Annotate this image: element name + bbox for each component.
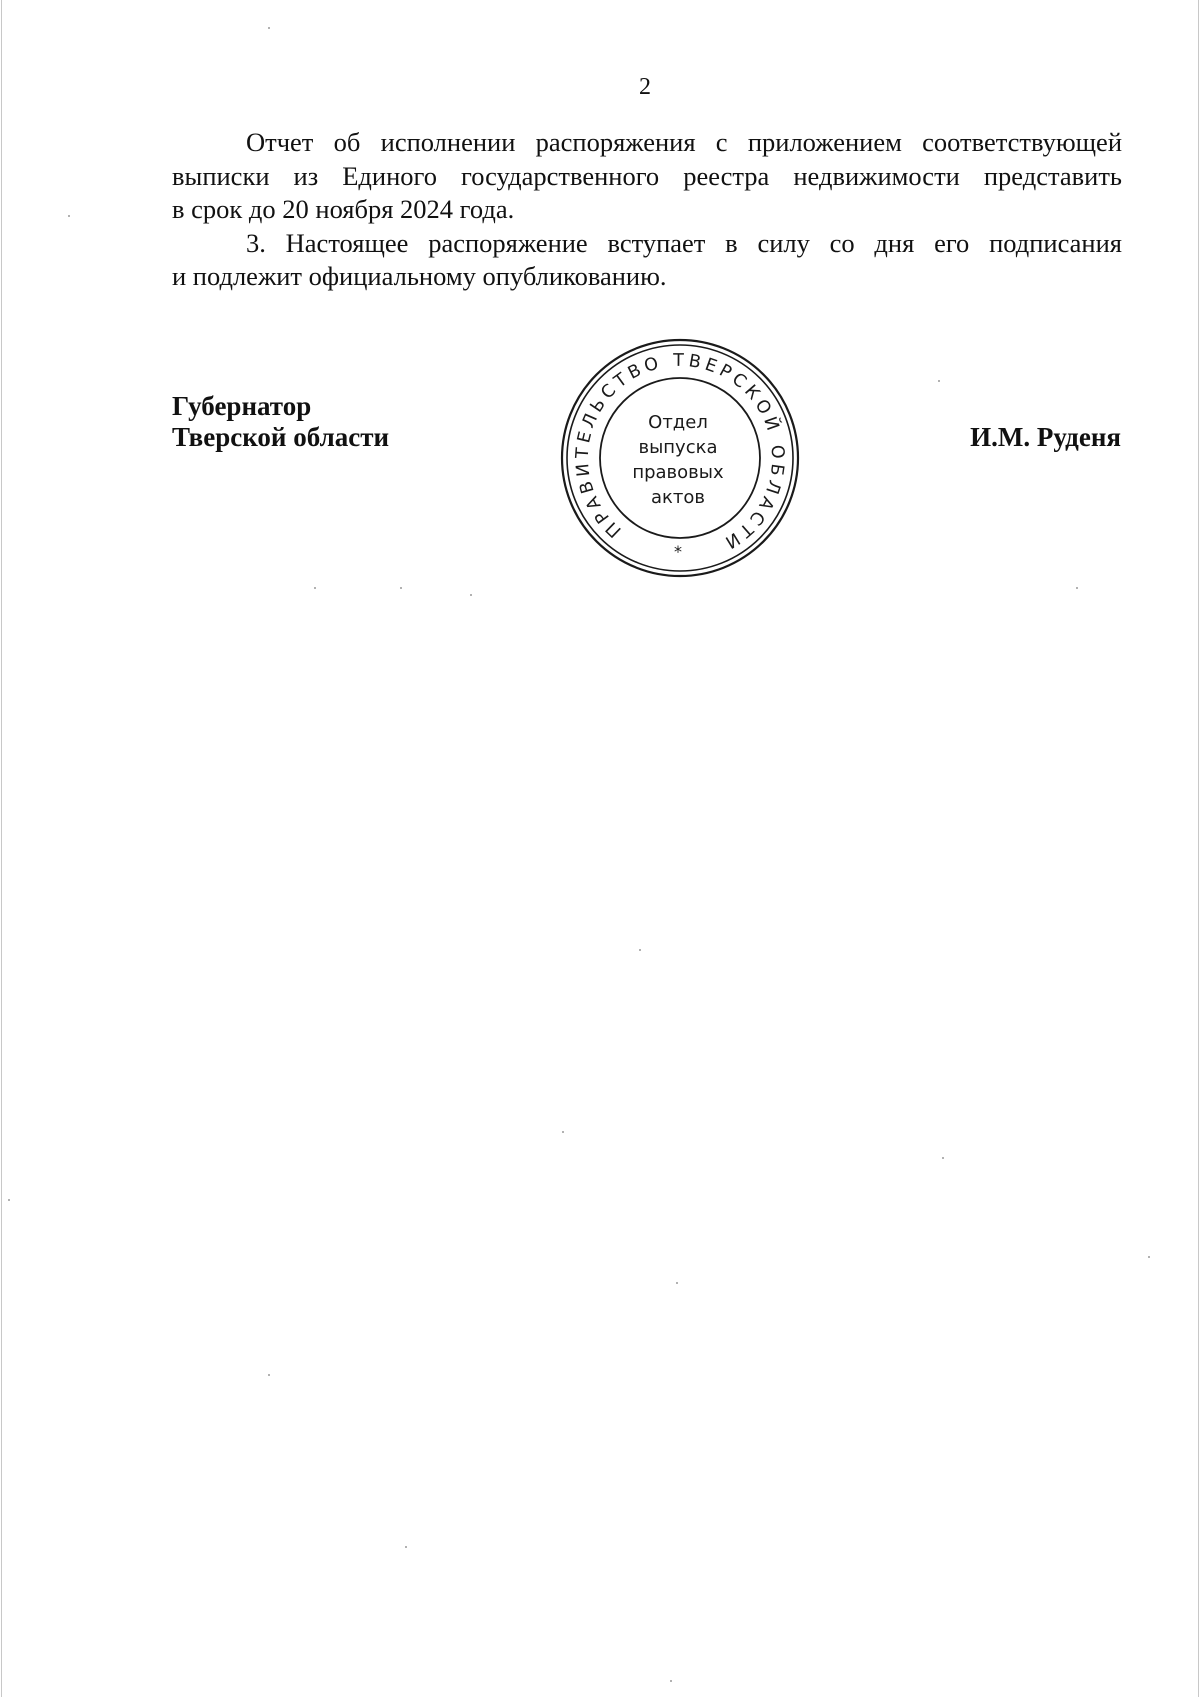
stamp-outer-ring: [562, 340, 798, 576]
paragraph-report: [172, 126, 1122, 227]
stamp-center-line-2: выпуска: [638, 437, 718, 458]
paragraph-line: в срок до 20 ноября 2024 года.: [172, 194, 515, 224]
scan-speck: [676, 1282, 678, 1284]
paragraph-line: 3. Настоящее распоряжение вступает в силу со дня его подписания: [246, 227, 1122, 258]
scan-speck: [405, 1546, 407, 1548]
signer-title: Губернатор: [172, 391, 312, 421]
paragraph-line: выписки из Единого государственного реестра недвижимости представить: [172, 160, 1122, 191]
scan-speck: [68, 215, 70, 217]
scan-speck: [562, 1131, 564, 1133]
scan-speck: [938, 380, 940, 382]
paragraph-line: Отчет об исполнении распоряжения с приложением соответствующей: [246, 127, 1122, 157]
scan-speck: [670, 1680, 672, 1682]
stamp-star: *: [674, 542, 682, 561]
signer-position: [172, 391, 389, 453]
stamp-ring-textpath: ПРАВИТЕЛЬСТВО ТВЕРСКОЙ ОБЛАСТИ: [572, 350, 788, 554]
page-number: 2: [639, 74, 651, 100]
scan-speck: [1148, 1256, 1150, 1258]
scan-speck: [268, 27, 270, 29]
scan-edge-right: [1198, 0, 1199, 1697]
stamp-center-line-4: актов: [650, 487, 706, 508]
scan-speck: [942, 1157, 944, 1159]
scan-speck: [314, 587, 316, 589]
stamp-seal-graphic: [560, 338, 800, 578]
signer-name: И.М. Руденя: [970, 422, 1121, 452]
scan-speck: [8, 1199, 10, 1201]
paragraph-line: и подлежит официальному опубликованию.: [172, 261, 667, 291]
scan-speck: [470, 594, 472, 596]
stamp-center-line-1: Отдел: [648, 412, 708, 433]
scan-speck: [400, 587, 402, 589]
stamp-center-line-3: правовых: [632, 462, 724, 483]
scan-speck: [1076, 587, 1078, 589]
signer-region: Тверской области: [172, 422, 390, 452]
document-body: [172, 126, 1122, 294]
scan-edge-left: [1, 0, 2, 1697]
scan-speck: [268, 1374, 270, 1376]
paragraph-item-3: [172, 227, 1122, 294]
stamp-inner-ring: [600, 378, 760, 538]
official-stamp: [560, 338, 800, 578]
scan-speck: [639, 949, 641, 951]
